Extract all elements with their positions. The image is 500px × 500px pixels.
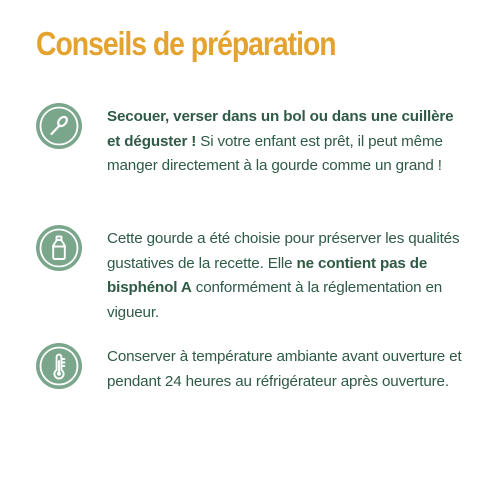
thermometer-icon <box>36 343 82 389</box>
tip-start-pouch: Cette gourde a été choisie pour préserver les qualités gustatives de la recette. Elle <box>107 230 460 272</box>
tip-bold-pouch: ne contient pas de bisphénol A <box>107 254 428 296</box>
tip-item-pouch <box>36 225 466 325</box>
tip-text-pouch <box>107 225 466 325</box>
tip-item-storage <box>36 343 466 394</box>
tip-bold-shake: Secouer, verser dans un bol ou dans une cuillère et déguster ! <box>107 108 454 150</box>
tip-text-storage: Conserver à température ambiante avant ouverture et pendant 24 heures au réfrigérateur après ouverture. <box>107 348 462 390</box>
tip-rest-shake: Si votre enfant est prêt, il peut même manger directement à la gourde comme un grand ! <box>107 132 443 174</box>
tip-end-pouch: conformément à la réglementation en vigueur. <box>107 279 443 321</box>
page-title: Conseils de préparation <box>36 25 336 62</box>
tip-item-shake <box>36 103 466 179</box>
tip-text-shake <box>107 103 466 179</box>
pouch-icon <box>36 225 82 271</box>
spoon-icon <box>36 103 82 149</box>
